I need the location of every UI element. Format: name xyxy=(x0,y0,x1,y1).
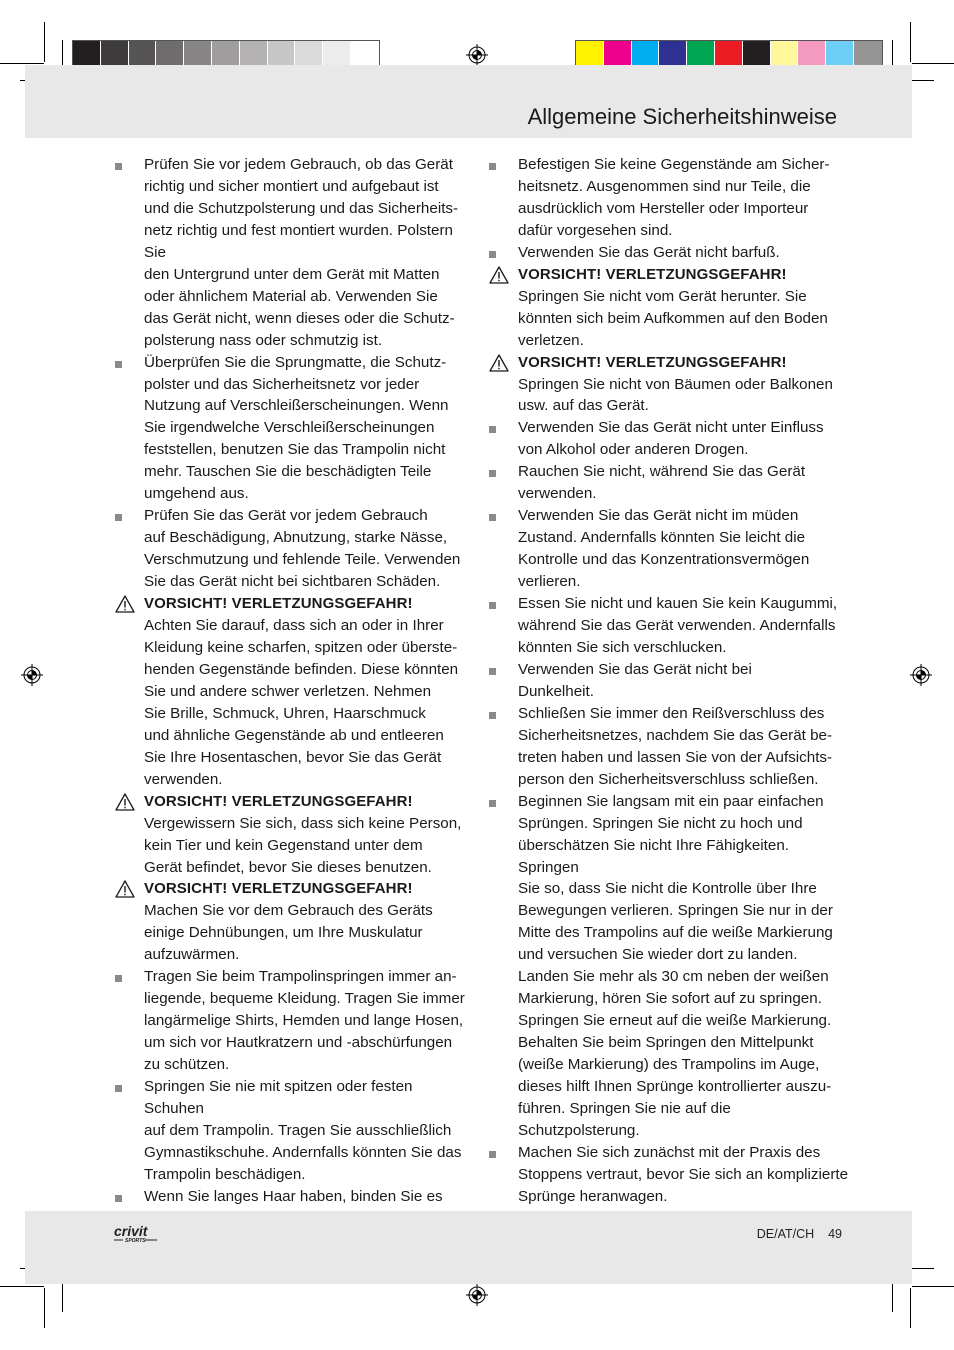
item-text: Verwenden Sie das Gerät nicht barfuß. xyxy=(518,243,780,261)
item-text: Rauchen Sie nicht, während Sie das Gerät verwenden. xyxy=(518,463,806,503)
list-item xyxy=(489,659,849,703)
registration-mark-icon xyxy=(21,664,43,686)
item-text: Springen Sie nie mit spitzen oder festen Schuhen auf dem Trampolin. Tragen Sie ausschließlich Gymnastikschuhe. Andernfalls könnten Sie das Trampolin beschädigen. xyxy=(144,1078,462,1183)
item-text: Prüfen Sie das Gerät vor jedem Gebrauch auf Beschädigung, Abnutzung, starke Nässe, Verschmutzung und fehlende Teile. Verwenden Sie das Gerät nicht bei sichtbaren Schäden. xyxy=(144,507,461,591)
color-swatch xyxy=(184,41,212,68)
svg-text:crivit: crivit xyxy=(114,1223,148,1239)
color-swatch xyxy=(156,41,184,68)
crop-mark xyxy=(912,1286,954,1287)
bullet-square-icon xyxy=(489,1151,496,1158)
item-text: Wenn Sie langes Haar haben, binden Sie es xyxy=(144,1187,443,1205)
warning-title: VORSICHT! VERLETZUNGSGEFAHR! xyxy=(518,353,787,371)
bullet-square-icon xyxy=(115,1085,122,1092)
item-text: Vergewissern Sie sich, dass sich keine Person, kein Tier und kein Gegenstand unter dem Gerät befindet, bevor Sie dieses benutzen. xyxy=(144,814,462,876)
page-number: 49 xyxy=(828,1227,842,1241)
bullet-square-icon xyxy=(115,975,122,982)
color-swatch xyxy=(101,41,129,68)
item-text: Tragen Sie beim Trampolinspringen immer an- liegende, bequeme Kleidung. Tragen Sie immer langärmelige Shirts, Hemden und lange Hosen, um sich vor Hautkratzern und -abschürfungen zu schützen. xyxy=(144,968,465,1074)
list-item xyxy=(115,966,475,1076)
item-text: Achten Sie darauf, dass sich an oder in Ihrer Kleidung keine scharfen, spitzen oder überste- henden Gegenstände befinden. Diese könnten Sie und andere schwer verletzen. Nehmen Sie Brille, Schmuck, Uhren, Haarschmuck und ähnliche Gegenstände ab und entleeren Sie Ihre Hosentaschen, bevor Sie das Gerät verwenden. xyxy=(144,617,459,788)
warning-title: VORSICHT! VERLETZUNGSGEFAHR! xyxy=(144,595,413,613)
bullet-square-icon xyxy=(489,251,496,258)
color-swatch xyxy=(212,41,240,68)
list-item xyxy=(489,1142,849,1208)
list-item xyxy=(115,154,475,352)
bullet-square-icon xyxy=(489,712,496,719)
bullet-square-icon xyxy=(489,514,496,521)
bullet-square-icon xyxy=(489,426,496,433)
bullet-square-icon xyxy=(489,800,496,807)
list-item xyxy=(489,703,849,791)
color-swatch xyxy=(743,41,771,68)
warning-triangle-icon xyxy=(489,354,509,372)
item-text: Prüfen Sie vor jedem Gebrauch, ob das Gerät richtig und sicher montiert und aufgebaut ist und die Schutzpolsterung und das Sicherheits- netz richtig und fest montiert wurden. Polstern Sie den Untergrund unter dem Gerät mit Matten oder ähnlichem Material ab. Verwenden Sie das Gerät nicht, wenn dieses oder die Schutz- polsterung nass oder schmutzig ist. xyxy=(144,156,459,349)
warning-item xyxy=(489,352,849,418)
item-text: Befestigen Sie keine Gegenstände am Sicher- heitsnetz. Ausgenommen sind nur Teile, die ausdrücklich vom Hersteller oder Importeur dafür vorgesehen sind. xyxy=(518,156,830,239)
page-footer-info xyxy=(757,1227,842,1241)
registration-mark-icon xyxy=(466,44,488,66)
list-item xyxy=(489,593,849,659)
bullet-square-icon xyxy=(489,668,496,675)
bullet-square-icon xyxy=(489,602,496,609)
item-text: Springen Sie nicht von Bäumen oder Balkonen usw. auf das Gerät. xyxy=(518,375,833,415)
warning-title: VORSICHT! VERLETZUNGSGEFAHR! xyxy=(144,880,413,898)
item-text: Verwenden Sie das Gerät nicht im müden Zustand. Andernfalls könnten Sie leicht die Kontrolle und das Konzentrationsvermögen verlieren. xyxy=(518,507,810,591)
warning-item xyxy=(115,791,475,879)
warning-title: VORSICHT! VERLETZUNGSGEFAHR! xyxy=(144,792,413,810)
crop-mark xyxy=(44,1288,45,1328)
warning-triangle-icon xyxy=(115,793,135,811)
list-item xyxy=(489,242,849,264)
color-swatch xyxy=(576,41,604,68)
list-item xyxy=(489,154,849,242)
color-swatch xyxy=(687,41,715,68)
color-swatch xyxy=(73,41,101,68)
item-text: Schließen Sie immer den Reißverschluss des Sicherheitsnetzes, nachdem Sie das Gerät be- treten haben und lassen Sie von der Aufsichts- person den Sicherheitsverschluss schließen. xyxy=(518,704,833,788)
warning-triangle-icon xyxy=(489,266,509,284)
color-swatch xyxy=(351,41,379,68)
item-text: Verwenden Sie das Gerät nicht unter Einfluss von Alkohol oder anderen Drogen. xyxy=(518,419,824,459)
item-text: Beginnen Sie langsam mit ein paar einfachen Sprüngen. Springen Sie nicht zu hoch und überschätzen Sie nicht Ihre Fähigkeiten. Springen Sie so, dass Sie nicht die Kontrolle über Ihre Bewegungen verlieren. Springen Sie nur in der Mitte des Trampolins auf die weiße Markierung und versuchen Sie wieder dort zu landen. Landen Sie mehr als 30 cm neben der weißen Markierung, hören Sie sofort auf zu springen. Springen Sie erneut auf die weiße Markierung. Behalten Sie beim Springen den Mittelpunkt (weiße Markierung) des Trampolins im Auge, dieses hilft Ihnen Sprünge kontrollierter auszu- führen. Springen Sie nie auf die Schutzpolsterung. xyxy=(518,792,833,1139)
left-column xyxy=(115,154,475,1230)
bullet-square-icon xyxy=(115,163,122,170)
warning-title: VORSICHT! VERLETZUNGSGEFAHR! xyxy=(518,265,787,283)
bullet-square-icon xyxy=(115,361,122,368)
crivit-sports-logo xyxy=(113,1222,159,1246)
svg-text:SPORTS: SPORTS xyxy=(125,1238,146,1244)
list-item xyxy=(489,461,849,505)
list-item xyxy=(489,417,849,461)
bullet-square-icon xyxy=(489,470,496,477)
right-column xyxy=(489,154,849,1208)
registration-mark-icon xyxy=(466,1284,488,1306)
item-text: Verwenden Sie das Gerät nicht bei Dunkelheit. xyxy=(518,660,752,700)
crop-mark xyxy=(62,1282,63,1312)
item-text: Machen Sie sich zunächst mit der Praxis des Stoppens vertraut, bevor Sie sich an komplizierte Sprünge heranwagen. xyxy=(518,1143,849,1205)
bullet-square-icon xyxy=(489,163,496,170)
color-swatch xyxy=(659,41,687,68)
list-item xyxy=(115,505,475,593)
registration-mark-icon xyxy=(910,664,932,686)
warning-item xyxy=(115,593,475,791)
bullet-square-icon xyxy=(115,1195,122,1202)
warning-triangle-icon xyxy=(115,595,135,613)
list-item xyxy=(115,1076,475,1186)
color-swatch xyxy=(632,41,660,68)
item-text: Machen Sie vor dem Gebrauch des Geräts einige Dehnübungen, um Ihre Muskulatur aufzuwärmen. xyxy=(144,902,433,964)
locale-label: DE/AT/CH xyxy=(756,1227,815,1241)
color-swatch xyxy=(240,41,268,68)
crop-mark xyxy=(892,1282,893,1312)
item-text: Überprüfen Sie die Sprungmatte, die Schutz- polster und das Sicherheitsnetz vor jeder Nutzung auf Verschleißerscheinungen. Wenn Sie irgendwelche Verschleißerscheinungen feststellen, benutzen Sie das Trampolin nicht mehr. Tauschen Sie die beschädigten Teile umgehend aus. xyxy=(144,353,449,503)
item-text: Essen Sie nicht und kauen Sie kein Kaugummi, während Sie das Gerät verwenden. Andernfalls könnten Sie sich verschlucken. xyxy=(518,595,838,656)
crop-mark xyxy=(0,63,44,64)
crop-mark xyxy=(910,22,911,62)
warning-item xyxy=(115,878,475,966)
color-swatch xyxy=(854,41,882,68)
crop-mark xyxy=(910,1288,911,1328)
color-swatch xyxy=(129,41,157,68)
color-swatch xyxy=(826,41,854,68)
list-item xyxy=(489,505,849,593)
page-title: Allgemeine Sicherheitshinweise xyxy=(527,104,837,129)
color-swatch xyxy=(715,41,743,68)
warning-item xyxy=(489,264,849,352)
color-swatch xyxy=(295,41,323,68)
crop-mark xyxy=(0,1286,44,1287)
color-swatch xyxy=(323,41,351,68)
color-swatch xyxy=(604,41,632,68)
color-swatch xyxy=(268,41,296,68)
color-swatch xyxy=(771,41,799,68)
item-text: Springen Sie nicht vom Gerät herunter. Sie könnten sich beim Aufkommen auf den Boden verletzen. xyxy=(518,287,828,349)
warning-triangle-icon xyxy=(115,880,135,898)
bullet-square-icon xyxy=(115,514,122,521)
crop-mark xyxy=(44,22,45,62)
color-swatch xyxy=(798,41,826,68)
list-item xyxy=(489,791,849,1142)
crop-mark xyxy=(912,63,954,64)
list-item xyxy=(115,352,475,506)
